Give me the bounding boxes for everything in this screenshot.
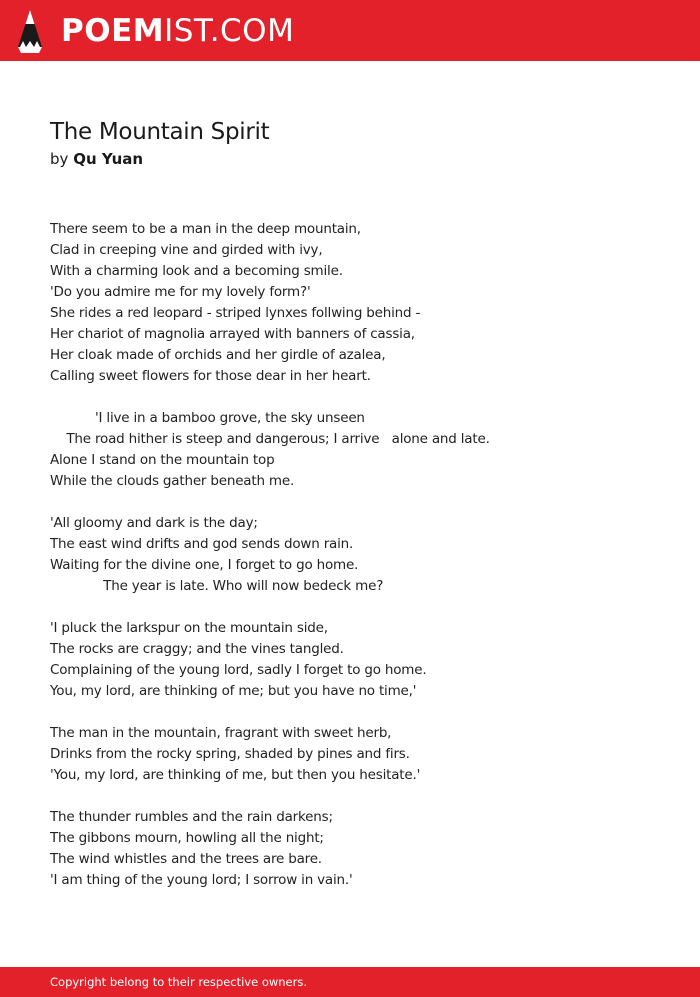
poem-line: Complaining of the young lord, sadly I forget to go home. [50,662,427,678]
stanza-4 [50,618,670,702]
stanza-5 [50,723,670,786]
poem-line: The road hither is steep and dangerous; I arrive alone and late. [50,431,490,447]
poem-line: The east wind drifts and god sends down rain. [50,536,354,552]
poem-line: 'Do you admire me for my lovely form?' [50,284,311,300]
poem-line: The thunder rumbles and the rain darkens; [50,809,333,825]
poem-line: Alone I stand on the mountain top [50,452,275,468]
poem-line: Clad in creeping vine and girded with ivy, [50,242,323,258]
stanza-3 [50,513,670,597]
logo-light-text: IST.COM [164,13,295,49]
poem-line: 'I pluck the larkspur on the mountain side, [50,620,328,636]
copyright-notice: Copyright belong to their respective owners. [50,975,308,989]
poem-line: The rocks are craggy; and the vines tangled. [50,641,344,657]
poem-line: You, my lord, are thinking of me; but you have no time,' [50,683,417,699]
poem-body [50,219,670,912]
poem-line: 'All gloomy and dark is the day; [50,515,258,531]
poem-line: The man in the mountain, fragrant with sweet herb, [50,725,392,741]
poem-line: The gibbons mourn, howling all the night; [50,830,324,846]
poem-line: There seem to be a man in the deep mountain, [50,221,361,237]
poem-line: Her chariot of magnolia arrayed with banners of cassia, [50,326,415,342]
poem-line: The wind whistles and the trees are bare. [50,851,322,867]
poem-line: Calling sweet flowers for those dear in her heart. [50,368,371,384]
poem-line: Drinks from the rocky spring, shaded by pines and firs. [50,746,410,762]
logo-bold-text: POEM [61,13,165,49]
poem-line: With a charming look and a becoming smile. [50,263,343,279]
byline [50,150,143,168]
by-label: by [50,150,69,168]
poem-line: Waiting for the divine one, I forget to go home. [50,557,359,573]
poem-line: The year is late. Who will now bedeck me? [50,578,384,594]
pencil-logo-icon[interactable] [17,9,43,53]
poem-line: 'You, my lord, are thinking of me, but then you hesitate.' [50,767,421,783]
site-logo[interactable] [61,12,294,50]
stanza-2 [50,408,670,492]
stanza-1 [50,219,670,387]
poem-line: She rides a red leopard - striped lynxes follwing behind - [50,305,421,321]
site-footer [0,967,700,997]
author-name: Qu Yuan [73,150,144,168]
poem-line: 'I am thing of the young lord; I sorrow in vain.' [50,872,353,888]
stanza-6 [50,807,670,891]
poem-line: 'I live in a bamboo grove, the sky unseen [50,410,365,426]
poem-title: The Mountain Spirit [50,119,270,145]
site-header [0,0,700,61]
poem-line: While the clouds gather beneath me. [50,473,295,489]
poem-line: Her cloak made of orchids and her girdle of azalea, [50,347,386,363]
